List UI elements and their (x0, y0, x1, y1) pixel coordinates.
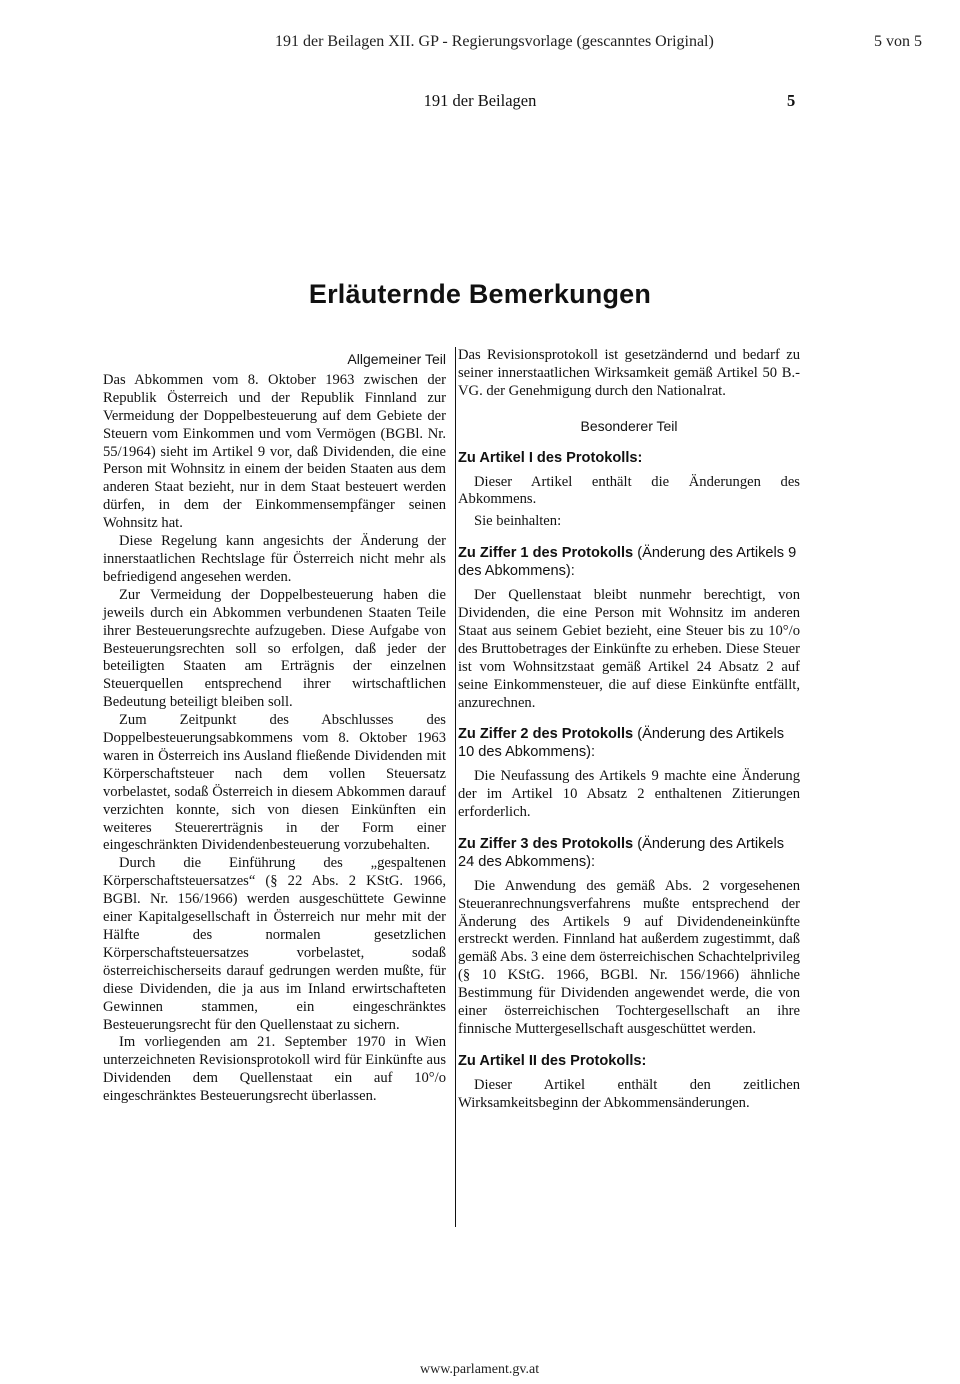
section-heading-special: Besonderer Teil (580, 417, 678, 434)
heading-bold: Zu Ziffer 2 des Protokolls (458, 726, 634, 743)
heading-bold: Zu Ziffer 3 des Protokolls (458, 835, 634, 852)
paragraph: Zum Zeitpunkt des Abschlusses des Doppelbesteuerungsabkommens vom 8. Oktober 1963 waren in Österreich ins Ausland fließende Dividenden mit Körperschaftsteuer nach dem vollen Steuersatz vorbelastet, sodaß Österreich in diesem Abkommen darauf verzichten konnte, sich von diesen Einkünften ein weiteres Steuererträgnis in der Form einer eingeschränkten Dividendenbesteuerung vorzubehalten. (103, 712, 446, 854)
heading-rest: (Änderung des Artikels 24 des Abkommens): (458, 835, 785, 870)
running-head-title: 191 der Beilagen (423, 91, 537, 110)
scan-header-bar (0, 33, 960, 53)
section-heading-general: Allgemeiner Teil (347, 351, 446, 367)
heading-article-2: Zu Artikel II des Protokolls: (458, 1052, 647, 1069)
heading-ziffer-2 (458, 726, 800, 762)
page-title: Erläuternde Bemerkungen (308, 279, 652, 309)
paragraph: Dieser Artikel enthält den zeitlichen Wirksamkeitsbeginn der Abkommensänderungen. (458, 1076, 800, 1111)
page-counter: 5 von 5 (874, 33, 922, 50)
paragraph: Das Abkommen vom 8. Oktober 1963 zwischen der Republik Österreich und der Republik Finnland zur Vermeidung der Doppelbesteuerung auf dem Gebiete der Steuern vom Einkommen und vom Vermögen (BGBl. Nr. 55/1964) sieht im Artikel 9 vor, daß Dividenden, die eine Person mit Wohnsitz in einem der beiden Staaten aus dem anderen Staat bezieht, nur in dem Staat besteuert werden dürfen, in dem der Einkommensempfänger seinen Wohnsitz hat. (103, 371, 446, 532)
heading-rest: (Änderung des Artikels 9 des Abkommens): (458, 545, 797, 580)
heading-ziffer-3 (458, 836, 800, 872)
paragraph: Durch die Einführung des „gespaltenen Körperschaftsteuersatzes“ (§ 22 Abs. 2 KStG. 1966, BGBl. Nr. 156/1966) werden ausgeschüttete Gewinne einer Kapitalgesellschaft in Österreich nur mehr mit der Hälfte des normalen gesetzlichen Körperschaftsteuersatzes vorbelastet, sodaß österreichischerseits darauf gedrungen werden mußte, für diese Dividenden, die ja aus im Inland erwirtschafteten Gewinnen stammen, ein eingeschränktes Besteuerungsrecht für den Quellenstaat zu sichern. (103, 855, 446, 1033)
paragraph: Die Neufassung des Artikels 9 machte eine Änderung der im Artikel 10 Absatz 2 enthaltenen Zitierungen erforderlich. (458, 768, 800, 821)
heading-ziffer-1 (458, 545, 800, 581)
paragraph: Diese Regelung kann angesichts der Änderung der innerstaatlichen Rechtslage für Österreich nicht mehr als befriedigend angesehen werden. (103, 533, 446, 585)
paragraph: Zur Vermeidung der Doppelbesteuerung haben die jeweils durch ein Abkommen verbundenen Staaten Teile ihrer Besteuerungsrechte aufzugeben. Diese Aufgabe von Besteuerungsrechten soll so erfolgen, daß jeder der beteiligten Staaten am Erträgnis der einzelnen Steuerquellen entsprechend ihrer wirtschaftlichen Bedeutung beteiligt bleiben soll. (103, 586, 446, 711)
running-head (0, 91, 960, 113)
paragraph: Sie beinhalten: (474, 513, 562, 530)
heading-rest: (Änderung des Artikels 10 des Abkommens): (458, 726, 785, 761)
footer-url[interactable]: www.parlament.gv.at (420, 1362, 540, 1377)
intro-paragraph: Das Revisionsprotokoll ist gesetzändernd und bedarf zu seiner innerstaatlichen Wirksamkeit gemäß Artikel 50 B.-VG. der Genehmigung durch den Nationalrat. (458, 347, 800, 399)
document-id: 191 der Beilagen XII. GP - Regierungsvorlage (gescanntes Original) (275, 33, 714, 50)
paragraph: Der Quellenstaat bleibt nunmehr berechtigt, von Dividenden, die eine Person mit Wohnsitz im anderen Staat aus seinem Gebiet bezieht, eine Steuer bis zu 10°/o des Bruttobetrages der Einkünfte zu erheben. Diese Steuer ist vom Wohnsitzstaat gemäß Artikel 24 Absatz 2 auf seine Einkommensteuer, die auf diese Einkünfte entfällt, anzurechnen. (458, 587, 800, 711)
heading-bold: Zu Ziffer 1 des Protokolls (458, 545, 634, 562)
paragraph: Dieser Artikel enthält die Änderungen des Abkommens. (458, 473, 800, 508)
paragraph: Die Anwendung des gemäß Abs. 2 vorgesehenen Steueranrechnungsverfahrens mußte entsprechend der Änderung des Artikels 9 auf Dividendeneinkünfte erstreckt werden. Finnland hat außerdem zugestimmt, daß gemäß Abs. 3 eine dem österreichischen Schachtelprivileg (§ 10 KStG. 1966, BGBl. Nr. 156/1966) ähnliche Bestimmung für Dividenden angewendet werde, die von einer österreichischen Tochtergesellschaft an ihre finnische Muttergesellschaft ausgeschüttet werden. (458, 877, 800, 1037)
heading-article-1: Zu Artikel I des Protokolls: (458, 449, 643, 466)
paragraph: Im vorliegenden am 21. September 1970 in Wien unterzeichneten Revisionsprotokoll wird für Einkünfte aus Dividenden dem Quellenstaat ein auf 10°/o eingeschränktes Besteuerungsrecht überlassen. (103, 1034, 446, 1105)
running-head-page: 5 (787, 91, 796, 110)
left-column (103, 347, 446, 1106)
right-column (455, 347, 800, 1227)
